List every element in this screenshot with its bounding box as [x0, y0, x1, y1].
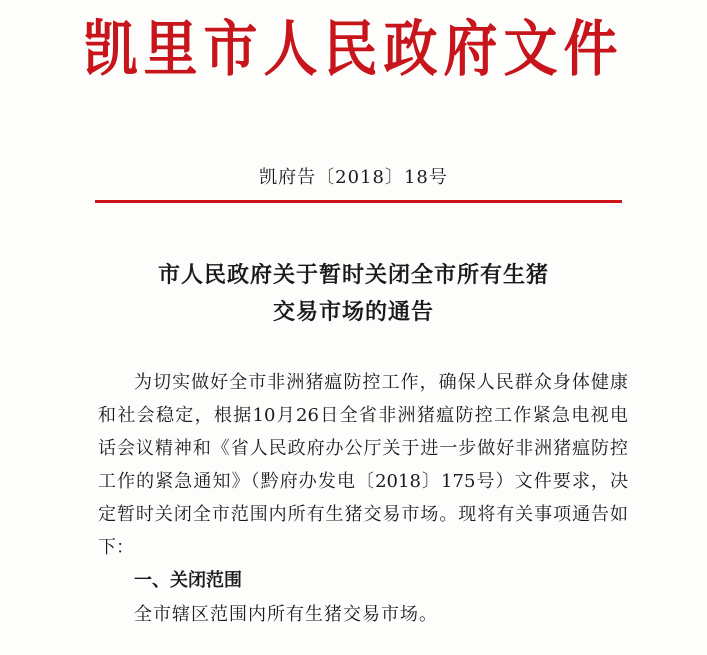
body-line: 定暂时关闭全市范围内所有生猪交易市场。现将有关事项通告如 — [98, 504, 628, 525]
section-heading: 一、关闭范围 — [134, 570, 242, 591]
notice-title-line-1: 市人民政府关于暂时关闭全市所有生猪 — [157, 263, 549, 288]
notice-title — [0, 257, 707, 331]
body-line: 和社会稳定，根据10月26日全省非洲猪瘟防控工作紧急电视电 — [98, 405, 628, 426]
body-line: 下： — [98, 537, 134, 558]
notice-title-line-2: 交易市场的通告 — [272, 300, 434, 325]
notice-body — [98, 366, 628, 564]
issuer-header: 凯里市人民政府文件 — [83, 13, 624, 84]
body-line: 为切实做好全市非洲猪瘟防控工作，确保人民群众身体健康 — [134, 372, 628, 393]
red-divider-line — [95, 200, 622, 203]
body-line: 工作的紧急通知》（黔府办发电〔2018〕175号）文件要求，决 — [98, 471, 628, 492]
section-content: 全市辖区范围内所有生猪交易市场。 — [134, 604, 438, 625]
document-number: 凯府告〔2018〕18号 — [259, 167, 448, 188]
body-line: 话会议精神和《省人民政府办公厅关于进一步做好非洲猪瘟防控 — [98, 438, 628, 459]
